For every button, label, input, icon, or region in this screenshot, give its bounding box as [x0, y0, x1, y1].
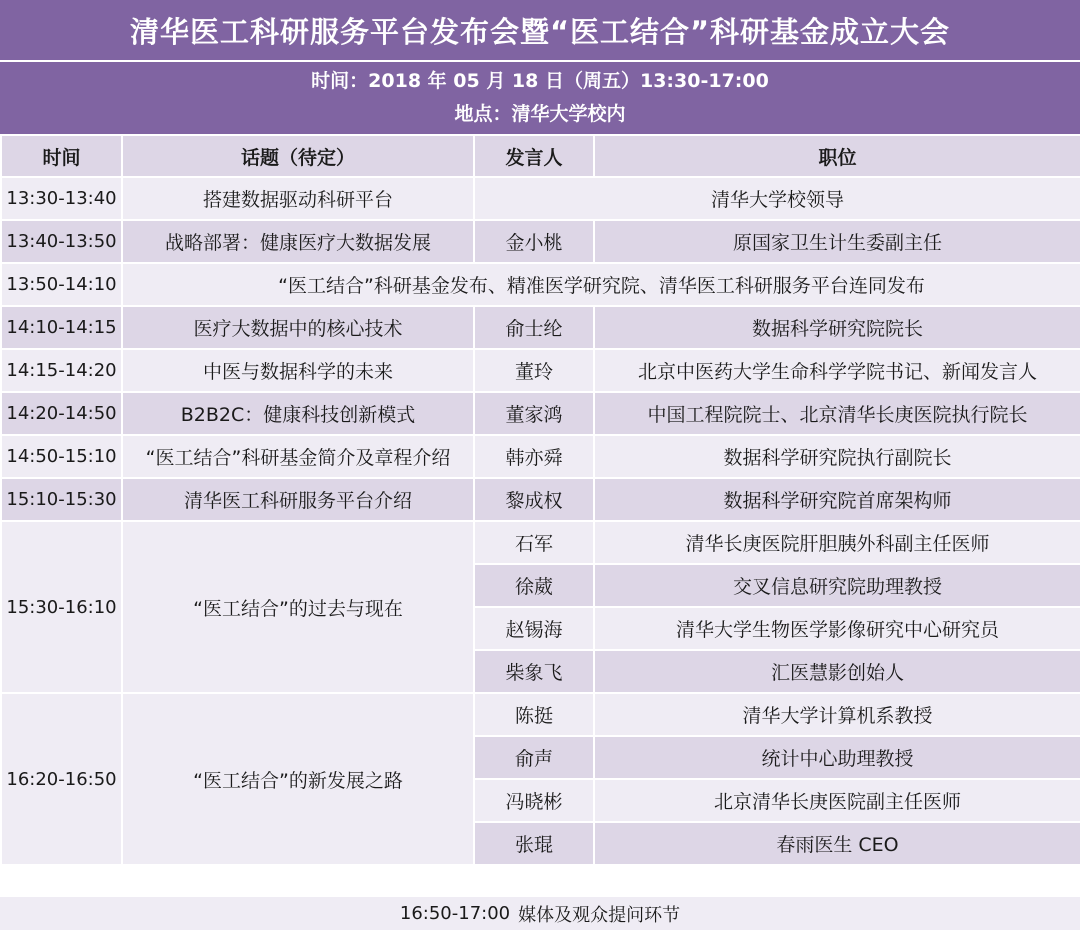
topic-cell: 搭建数据驱动科研平台 — [122, 177, 474, 220]
col-header-time: 时间 — [1, 135, 122, 177]
position-cell: 北京清华长庚医院副主任医师 — [594, 779, 1080, 822]
table-row — [1, 693, 1080, 736]
event-info — [0, 62, 1080, 134]
position-cell: 清华长庚医院肝胆胰外科副主任医师 — [594, 521, 1080, 564]
position-cell: 原国家卫生计生委副主任 — [594, 220, 1080, 263]
position-cell: 春雨医生 CEO — [594, 822, 1080, 865]
position-cell: 中国工程院院士、北京清华长庚医院执行院长 — [594, 392, 1080, 435]
table-row — [1, 306, 1080, 349]
table-row — [1, 478, 1080, 521]
topic-cell: “医工结合”科研基金简介及章程介绍 — [122, 435, 474, 478]
time-cell: 13:50-14:10 — [1, 263, 122, 306]
table-header-row — [1, 135, 1080, 177]
time-cell: 15:10-15:30 — [1, 478, 122, 521]
speaker-cell: 韩亦舜 — [474, 435, 594, 478]
topic-cell: “医工结合”的过去与现在 — [122, 521, 474, 693]
time-cell: 14:50-15:10 — [1, 435, 122, 478]
speaker-cell: 张琨 — [474, 822, 594, 865]
position-cell: 数据科学研究院首席架构师 — [594, 478, 1080, 521]
speaker-cell: 黎成权 — [474, 478, 594, 521]
topic-cell: B2B2C：健康科技创新模式 — [122, 392, 474, 435]
position-cell: 清华大学生物医学影像研究中心研究员 — [594, 607, 1080, 650]
speaker-cell: 赵锡海 — [474, 607, 594, 650]
speaker-cell: 俞士纶 — [474, 306, 594, 349]
topic-cell: “医工结合”的新发展之路 — [122, 693, 474, 865]
footer-row — [0, 895, 1080, 930]
position-cell: 数据科学研究院院长 — [594, 306, 1080, 349]
time-cell: 16:20-16:50 — [1, 693, 122, 865]
speaker-cell: 金小桃 — [474, 220, 594, 263]
col-header-topic: 话题（待定） — [122, 135, 474, 177]
speaker-cell: 柴象飞 — [474, 650, 594, 693]
topic-cell: “医工结合”科研基金发布、精准医学研究院、清华医工科研服务平台连同发布 — [122, 263, 1080, 306]
speaker-cell: 俞声 — [474, 736, 594, 779]
speaker-cell: 董玲 — [474, 349, 594, 392]
position-cell: 数据科学研究院执行副院长 — [594, 435, 1080, 478]
table-row — [1, 392, 1080, 435]
topic-cell: 医疗大数据中的核心技术 — [122, 306, 474, 349]
col-header-position: 职位 — [594, 135, 1080, 177]
speaker-cell: 冯晓彬 — [474, 779, 594, 822]
time-cell: 15:30-16:10 — [1, 521, 122, 693]
time-cell: 13:40-13:50 — [1, 220, 122, 263]
topic-cell: 战略部署：健康医疗大数据发展 — [122, 220, 474, 263]
table-row — [1, 177, 1080, 220]
table-row — [1, 263, 1080, 306]
time-cell: 13:30-13:40 — [1, 177, 122, 220]
table-row — [1, 521, 1080, 564]
speaker-cell: 董家鸿 — [474, 392, 594, 435]
footer-time: 16:50-17:00 — [399, 903, 511, 924]
page-title: 清华医工科研服务平台发布会暨“医工结合”科研基金成立大会 — [0, 0, 1080, 62]
position-cell: 清华大学计算机系教授 — [594, 693, 1080, 736]
footer-text: 媒体及观众提问环节 — [518, 904, 681, 926]
col-header-speaker: 发言人 — [474, 135, 594, 177]
position-cell: 统计中心助理教授 — [594, 736, 1080, 779]
position-cell: 北京中医药大学生命科学学院书记、新闻发言人 — [594, 349, 1080, 392]
table-row — [1, 435, 1080, 478]
time-cell: 14:15-14:20 — [1, 349, 122, 392]
position-cell: 清华大学校领导 — [474, 177, 1080, 220]
speaker-cell: 陈挺 — [474, 693, 594, 736]
agenda-table — [0, 134, 1080, 866]
table-row — [1, 220, 1080, 263]
speaker-cell: 石军 — [474, 521, 594, 564]
time-cell: 14:10-14:15 — [1, 306, 122, 349]
topic-cell: 中医与数据科学的未来 — [122, 349, 474, 392]
event-place: 地点：清华大学校内 — [454, 103, 626, 125]
topic-cell: 清华医工科研服务平台介绍 — [122, 478, 474, 521]
time-cell: 14:20-14:50 — [1, 392, 122, 435]
position-cell: 汇医慧影创始人 — [594, 650, 1080, 693]
event-time: 时间：2018 年 05 月 18 日（周五）13:30-17:00 — [311, 70, 769, 92]
speaker-cell: 徐葳 — [474, 564, 594, 607]
table-row — [1, 349, 1080, 392]
position-cell: 交叉信息研究院助理教授 — [594, 564, 1080, 607]
